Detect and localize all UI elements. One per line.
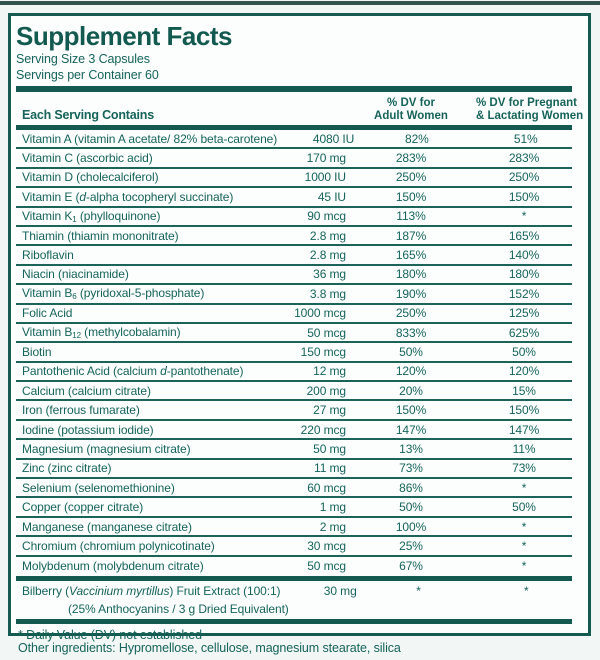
nutrient-name: Vitamin E (d-alpha tocopheryl succinate) [22,189,234,204]
dv-adult-value: 113% [396,209,426,224]
nutrient-amount: 2 mg [319,519,346,534]
supplement-facts-title: Supplement Facts [16,21,232,51]
column-header-dv-adult-line1: % DV for [387,97,435,109]
nutrient-row [16,324,572,343]
dv-pregnant-value: 180% [508,267,540,282]
nutrient-amount: 200 mg [306,383,346,398]
column-header-dv-pregnant-line2: & Lactating Women [476,109,584,122]
nutrient-name: Calcium (calcium citrate) [22,383,151,398]
dv-pregnant-value: 140% [508,248,540,263]
nutrient-row [16,188,572,207]
nutrient-amount: 220 mcg [300,422,346,437]
nutrient-name: Zinc (zinc citrate) [22,461,112,476]
nutrient-row [16,557,572,576]
dv-adult-value: 50% [399,500,423,515]
column-headers [16,92,584,125]
dv-adult-value: 283% [395,151,427,166]
nutrient-name: Iodine (potassium iodide) [22,422,154,437]
dv-pregnant-value: 120% [508,364,540,379]
column-header-dv-pregnant [476,97,584,122]
nutrient-row [16,169,572,188]
nutrient-name: Niacin (niacinamide) [22,267,129,282]
nutrient-name: Copper (copper citrate) [22,500,144,515]
nutrient-row [16,208,572,227]
dv-adult-value: 25% [399,538,423,553]
dv-pregnant-value: 147% [508,422,540,437]
dv-adult-value: 20% [399,383,423,398]
nutrient-amount: 1000 IU [304,170,346,185]
dv-pregnant-value: 50% [512,500,536,515]
nutrient-row-bilberry [16,581,572,601]
dv-adult-value: 165% [395,248,427,263]
bilberry-detail-line: (25% Anthocyanins / 3 g Dried Equivalent) [68,601,289,616]
dv-pregnant-value: 73% [512,461,536,476]
dv-pregnant-value: * [521,559,527,574]
dv-adult-value: 150% [395,403,427,418]
nutrient-amount: 45 IU [317,189,346,204]
nutrient-row [16,246,572,265]
nutrient-row [16,440,572,459]
nutrient-row [16,363,572,382]
dv-adult-value: 833% [395,325,427,340]
dv-footnote: * Daily Value (DV) not established [18,627,202,642]
dv-pregnant-value: * [521,209,527,224]
column-header-each-serving: Each Serving Contains [22,108,154,122]
nutrient-amount: 60 mcg [307,480,346,495]
nutrient-amount: 150 mcg [300,344,346,359]
nutrient-amount: 50 mcg [307,559,346,574]
nutrient-amount: 12 mg [313,364,346,379]
column-header-dv-adult [346,97,476,122]
dv-adult-value: 187% [395,228,427,243]
nutrient-row [16,382,572,401]
dv-pregnant-value: * [521,538,527,553]
dv-pregnant-value: 150% [508,403,540,418]
nutrient-amount: 1 mg [319,500,346,515]
servings-per-container: Servings per Container 60 [16,68,159,82]
nutrient-row [16,227,572,246]
dv-pregnant-value: * [521,519,527,534]
nutrient-amount: 50 mg [313,441,346,456]
dv-adult-value: 82% [405,131,429,146]
nutrient-row [16,130,572,149]
nutrient-name: Vitamin B12 (methylcobalamin) [22,325,181,341]
dv-adult-value: 73% [399,461,423,476]
nutrient-amount: 4080 IU [312,131,355,146]
column-header-dv-adult-line2: Adult Women [374,109,448,122]
dv-adult-value: 150% [395,189,427,204]
nutrient-amount: 170 mg [306,151,346,166]
nutrient-amount: 1000 mcg [294,306,346,321]
nutrient-name: Molybdenum (molybdenum citrate) [22,559,204,574]
dv-adult-value: 180% [395,267,427,282]
nutrient-row [16,537,572,556]
nutrient-row [16,421,572,440]
nutrient-row [16,498,572,517]
nutrient-row [16,460,572,479]
nutrient-name: Magnesium (magnesium citrate) [22,441,191,456]
nutrient-amount: 90 mcg [307,209,346,224]
nutrient-name: Pantothenic Acid (calcium d-pantothenate) [22,364,244,379]
nutrient-name: Riboflavin [22,248,74,263]
panel-content [16,21,584,642]
nutrient-name: Vitamin K1 (phylloquinone) [22,208,161,224]
nutrient-row [16,343,572,362]
dv-adult-value: 67% [399,559,423,574]
dv-pregnant-value: 51% [513,131,538,146]
dv-adult-value: 147% [395,422,427,437]
dv-pregnant-value: * [521,480,527,495]
nutrient-row [16,305,572,324]
dv-pregnant-value: 125% [508,306,540,321]
dv-adult-value: 120% [395,364,427,379]
nutrient-amount: 36 mg [313,267,346,282]
nutrient-name: Vitamin B6 (pyridoxal-5-phosphate) [22,286,205,302]
dv-adult-value: * [416,583,421,598]
nutrient-name: Bilberry (Vaccinium myrtillus) Fruit Extract (100:1) [22,583,281,598]
column-header-dv-pregnant-line1: % DV for Pregnant [476,97,577,109]
serving-size: Serving Size 3 Capsules [16,52,150,66]
nutrient-amount: 30 mg [323,583,357,598]
dv-pregnant-value: 165% [508,228,540,243]
dv-pregnant-value: 250% [508,170,540,185]
nutrient-name: Manganese (manganese citrate) [22,519,192,534]
nutrient-name: Thiamin (thiamin mononitrate) [22,228,179,243]
nutrient-amount: 3.8 mg [309,286,346,301]
dv-pregnant-value: 15% [512,383,536,398]
nutrient-amount: 2.8 mg [309,228,346,243]
dv-pregnant-value: 50% [512,344,536,359]
nutrient-row [16,266,572,285]
nutrient-name: Vitamin D (cholecalciferol) [22,170,159,185]
dv-pregnant-value: 283% [508,151,540,166]
dv-adult-value: 50% [399,344,423,359]
dv-pregnant-value: 152% [508,286,540,301]
dv-adult-value: 250% [395,170,427,185]
dv-pregnant-value: 11% [512,441,536,456]
nutrient-name: Vitamin C (ascorbic acid) [22,151,153,166]
nutrient-row [16,285,572,304]
other-ingredients: Other ingredients: Hypromellose, cellulose, magnesium stearate, silica [18,641,401,655]
nutrient-name: Folic Acid [22,306,73,321]
supplement-facts-panel [8,13,591,642]
dv-adult-value: 100% [395,519,427,534]
dv-pregnant-value: 150% [508,189,540,204]
dv-pregnant-value: * [523,583,529,598]
nutrient-name: Vitamin A (vitamin A acetate/ 82% beta-carotene) [22,131,278,146]
dv-adult-value: 13% [399,441,423,456]
nutrient-amount: 2.8 mg [309,248,346,263]
nutrient-name: Chromium (chromium polynicotinate) [22,538,215,553]
nutrient-amount: 11 mg [314,461,346,476]
nutrient-row [16,518,572,537]
nutrient-amount: 50 mcg [307,325,346,340]
nutrient-amount: 30 mcg [307,538,346,553]
nutrient-row [16,479,572,498]
dv-adult-value: 250% [395,306,427,321]
nutrient-name: Iron (ferrous fumarate) [22,403,140,418]
top-border-bar [0,1,600,5]
nutrient-amount: 27 mg [313,403,346,418]
dv-adult-value: 86% [399,480,423,495]
dv-pregnant-value: 625% [508,325,540,340]
nutrient-row [16,401,572,420]
nutrient-name: Biotin [22,344,52,359]
nutrient-name: Selenium (selenomethionine) [22,480,175,495]
nutrient-row [16,149,572,168]
dv-adult-value: 190% [395,286,427,301]
